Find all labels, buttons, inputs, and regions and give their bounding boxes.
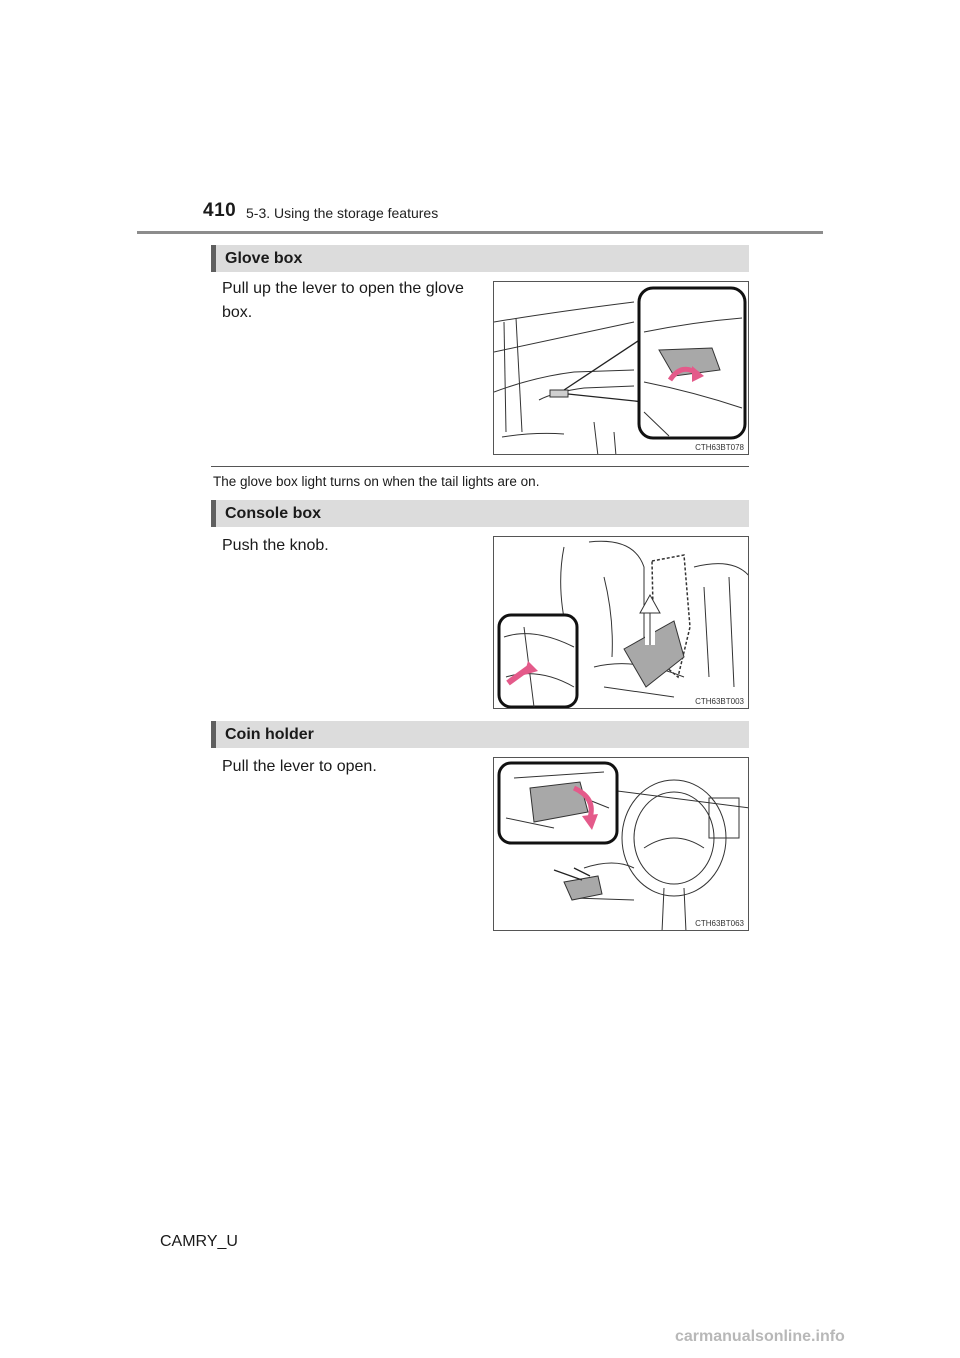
watermark: carmanualsonline.info (675, 1328, 845, 1345)
page-number: 410 (203, 200, 237, 221)
note-rule (211, 466, 749, 467)
section-header-console-box (211, 500, 749, 527)
coin-holder-illustration (494, 758, 749, 931)
instruction-glove-box: Pull up the lever to open the glove box. (222, 280, 464, 321)
figure-code: CTH63BT063 (695, 919, 744, 928)
chapter-title: 5-3. Using the storage features (246, 205, 439, 221)
instruction-console-box: Push the knob. (222, 537, 329, 554)
figure-code: CTH63BT078 (695, 443, 744, 452)
figure-coin-holder (493, 757, 749, 931)
section-title: Coin holder (225, 726, 314, 743)
note-glove-box-light: The glove box light turns on when the tail lights are on. (213, 474, 540, 489)
figure-code: CTH63BT003 (695, 697, 744, 706)
section-title: Glove box (225, 250, 303, 267)
header-rule (137, 231, 823, 234)
section-header-glove-box (211, 245, 749, 272)
console-box-illustration (494, 537, 749, 709)
figure-glove-box (493, 281, 749, 455)
glove-box-illustration (494, 282, 749, 455)
section-title: Console box (225, 505, 322, 522)
document-code: CAMRY_U (160, 1233, 238, 1250)
section-header-coin-holder (211, 721, 749, 748)
figure-console-box (493, 536, 749, 709)
instruction-coin-holder: Pull the lever to open. (222, 758, 377, 775)
